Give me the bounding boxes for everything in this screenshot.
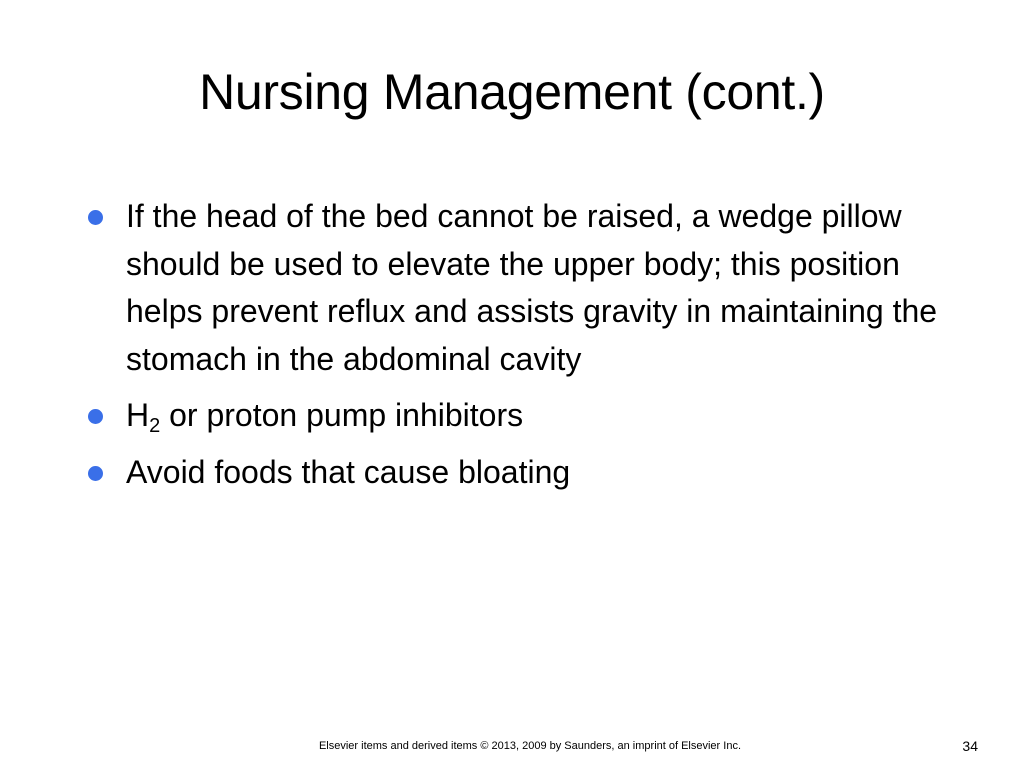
bullet-text-main: H <box>126 397 150 433</box>
footer-copyright: Elsevier items and derived items © 2013, 2009 by Saunders, an imprint of Elsevier Inc. <box>318 740 742 752</box>
bullet-text-subscript: 2 <box>149 415 161 437</box>
bullet-item <box>86 392 946 440</box>
slide-title: Nursing Management (cont.) <box>199 64 825 120</box>
bullet-item <box>86 449 946 497</box>
bullet-text: Avoid foods that cause bloating <box>126 453 571 490</box>
bullet-text <box>126 397 524 437</box>
bullet-text-rest: or proton pump inhibitors <box>160 397 524 433</box>
bullet-item <box>86 193 946 383</box>
bullet-dot-icon <box>88 409 103 424</box>
bullet-list <box>86 193 946 505</box>
bullet-text: If the head of the bed cannot be raised, a wedge pillow should be used to elevate the upper body; this position helps prevent reflux and assists gravity in maintaining the stomach in the abdominal cavity <box>126 198 938 377</box>
page-number: 34 <box>962 738 978 754</box>
bullet-dot-icon <box>88 466 103 481</box>
bullet-dot-icon <box>88 210 103 225</box>
